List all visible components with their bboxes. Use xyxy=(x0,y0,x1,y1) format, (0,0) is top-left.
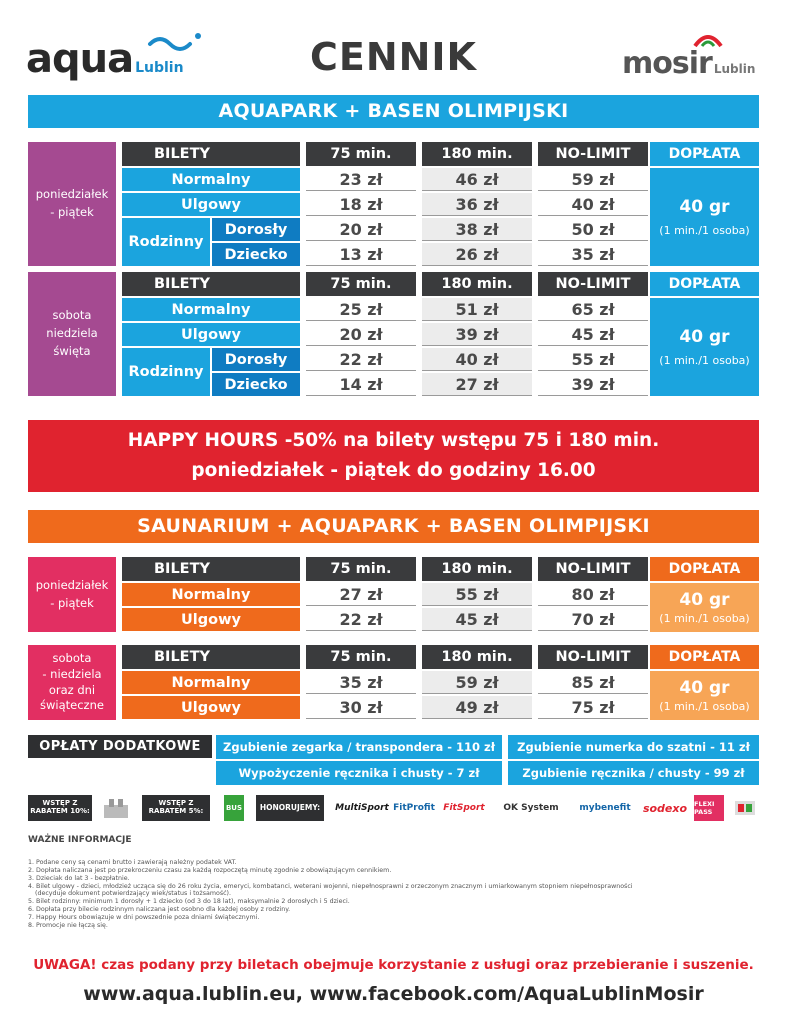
row-label-normal: Normalny xyxy=(122,168,300,191)
happy-hours-banner xyxy=(28,420,759,492)
price-cell: 20 zł xyxy=(306,218,416,241)
happy-hours-line1: HAPPY HOURS -50% na bilety wstępu 75 i 180 min. xyxy=(127,430,660,451)
multisport-card: MultiSport xyxy=(335,803,389,813)
price-cell: 35 zł xyxy=(306,671,416,694)
col-75-header: 75 min. xyxy=(306,557,416,581)
fee-item: Zgubienie zegarka / transpondera - 110 zł xyxy=(216,735,502,759)
discount5-label: WSTĘP Z RABATEM 5%: xyxy=(142,795,210,821)
row-label-reduced: Ulgowy xyxy=(122,193,300,216)
extra-header: DOPŁATA xyxy=(650,557,759,581)
days-label xyxy=(28,272,116,396)
price-cell: 35 zł xyxy=(538,243,648,266)
extra-charge xyxy=(650,298,759,396)
tickets-header: BILETY xyxy=(122,645,300,669)
discount10-label: WSTĘP Z RABATEM 10%: xyxy=(28,795,92,821)
row-label-child: Dziecko xyxy=(212,373,300,396)
mybenefit-card: mybenefit xyxy=(579,803,631,813)
mosir-logo-text: mosir xyxy=(622,46,712,81)
section1-title: AQUAPARK + BASEN OLIMPIJSKI xyxy=(28,95,759,128)
days-line: świąteczne xyxy=(40,698,104,713)
days-label xyxy=(28,645,116,720)
col-nolimit-header: NO-LIMIT xyxy=(538,557,648,581)
info-item: 8. Promocje nie łączą się. xyxy=(28,921,108,929)
price-cell: 70 zł xyxy=(538,608,648,631)
honored-label: HONORUJEMY: xyxy=(256,795,324,821)
page-title: CENNIK xyxy=(309,35,478,79)
price-cell: 46 zł xyxy=(422,168,532,191)
aqua-logo-sub: Lublin xyxy=(135,60,184,76)
col-75-header: 75 min. xyxy=(306,272,416,296)
price-cell: 80 zł xyxy=(538,583,648,606)
days-label xyxy=(28,142,116,266)
mosir-logo-sub: Lublin xyxy=(713,62,756,76)
price-cell: 65 zł xyxy=(538,298,648,321)
extra-price: 40 gr xyxy=(679,678,730,698)
price-cell: 38 zł xyxy=(422,218,532,241)
price-cell: 55 zł xyxy=(422,583,532,606)
price-cell: 22 zł xyxy=(306,608,416,631)
info-item: 1. Podane ceny są cenami brutto i zawierają należny podatek VAT. xyxy=(28,859,237,866)
oksystem-card: OK System xyxy=(503,803,559,813)
price-cell: 23 zł xyxy=(306,168,416,191)
info-title: WAŻNE INFORMACJE xyxy=(28,835,132,845)
aquapark-weekday-table xyxy=(28,142,759,266)
price-cell: 39 zł xyxy=(422,323,532,346)
fee-item: Wypożyczenie ręcznika i chusty - 7 zł xyxy=(216,761,502,785)
fees-title: OPŁATY DODATKOWE xyxy=(28,735,212,758)
price-cell: 51 zł xyxy=(422,298,532,321)
days-line: - piątek xyxy=(50,205,94,219)
col-nolimit-header: NO-LIMIT xyxy=(538,142,648,166)
info-item: 3. Dzieciak do lat 3 - bezpłatnie. xyxy=(28,874,130,882)
info-item: 4. Bilet ulgowy - dzieci, młodzież ucząca się do 26 roku życia, emeryci, kombatanci, weterani wojenni, niepełnosprawni z orzeczonym znacznym i umiarkowanym stopniem niepełnosprawności xyxy=(28,882,633,890)
row-label-family: Rodzinny xyxy=(122,348,210,396)
warning-note: UWAGA! czas podany przy biletach obejmuje korzystanie z usługi oraz przebieranie i suszenie. xyxy=(33,957,754,973)
col-nolimit-header: NO-LIMIT xyxy=(538,272,648,296)
sodexo-card: sodexo xyxy=(642,801,688,815)
days-line: oraz dni xyxy=(48,682,96,697)
extra-price: 40 gr xyxy=(679,197,730,217)
days-label xyxy=(28,557,116,632)
price-cell: 18 zł xyxy=(306,193,416,216)
price-cell: 30 zł xyxy=(306,696,416,719)
fee-item: Zgubienie ręcznika / chusty - 99 zł xyxy=(508,761,759,785)
price-cell: 45 zł xyxy=(538,323,648,346)
col-180-header: 180 min. xyxy=(422,557,532,581)
extra-header: DOPŁATA xyxy=(650,142,759,166)
price-cell: 50 zł xyxy=(538,218,648,241)
additional-fees xyxy=(28,735,759,785)
col-75-header: 75 min. xyxy=(306,645,416,669)
col-180-header: 180 min. xyxy=(422,272,532,296)
price-cell: 27 zł xyxy=(306,583,416,606)
price-cell: 40 zł xyxy=(422,348,532,371)
tickets-header: BILETY xyxy=(122,272,300,296)
price-cell: 45 zł xyxy=(422,608,532,631)
row-label-adult: Dorosły xyxy=(212,218,300,241)
footer-links[interactable]: www.aqua.lublin.eu, www.facebook.com/AquaLublinMosir xyxy=(83,983,704,1005)
extra-header: DOPŁATA xyxy=(650,645,759,669)
city-emblem-icon xyxy=(96,795,136,821)
days-line: poniedziałek xyxy=(35,577,109,592)
extra-price: 40 gr xyxy=(679,327,730,347)
mosir-arc-icon xyxy=(692,32,724,48)
price-cell: 39 zł xyxy=(538,373,648,396)
bus-card: BUS xyxy=(224,795,244,821)
price-cell: 27 zł xyxy=(422,373,532,396)
saunarium-weekday-table xyxy=(28,557,759,632)
info-item: (decyduje dokument potwierdzający wiek/status i tożsamość). xyxy=(35,890,232,898)
extra-charge xyxy=(650,168,759,266)
days-line: - piątek xyxy=(50,595,94,610)
fitsport-card: FitSport xyxy=(443,803,485,813)
row-label-family: Rodzinny xyxy=(122,218,210,266)
row-label-reduced: Ulgowy xyxy=(122,696,300,719)
info-item: 6. Dopłata przy bilecie rodzinnym naliczana jest osobno dla każdej osoby z rodziny. xyxy=(28,906,291,914)
price-cell: 20 zł xyxy=(306,323,416,346)
aquapark-weekend-table xyxy=(28,272,759,396)
row-label-reduced: Ulgowy xyxy=(122,323,300,346)
price-cell: 49 zł xyxy=(422,696,532,719)
card-logo-icon xyxy=(733,795,757,821)
info-list xyxy=(28,859,759,930)
price-cell: 22 zł xyxy=(306,348,416,371)
tickets-header: BILETY xyxy=(122,557,300,581)
section2-title: SAUNARIUM + AQUAPARK + BASEN OLIMPIJSKI xyxy=(28,510,759,543)
mosir-logo xyxy=(622,46,755,81)
row-label-normal: Normalny xyxy=(122,671,300,694)
info-item: 5. Bilet rodzinny: minimum 1 dorosły + 1 dziecko (od 3 do 18 lat), maksymalnie 2 dorosłych i 5 dzieci. xyxy=(28,898,350,906)
price-cell: 14 zł xyxy=(306,373,416,396)
saunarium-weekend-table xyxy=(28,645,759,720)
extra-unit: (1 min./1 osoba) xyxy=(659,224,750,237)
days-line: - niedziela xyxy=(42,666,102,681)
col-180-header: 180 min. xyxy=(422,142,532,166)
col-75-header: 75 min. xyxy=(306,142,416,166)
price-cell: 40 zł xyxy=(538,193,648,216)
row-label-normal: Normalny xyxy=(122,583,300,606)
days-line: niedziela xyxy=(46,326,98,341)
row-label-reduced: Ulgowy xyxy=(122,608,300,631)
extra-price: 40 gr xyxy=(679,590,730,610)
days-line: święta xyxy=(53,343,91,358)
extra-charge xyxy=(650,671,759,720)
extra-unit: (1 min./1 osoba) xyxy=(659,700,750,713)
extra-header: DOPŁATA xyxy=(650,272,759,296)
price-cell: 59 zł xyxy=(538,168,648,191)
row-label-normal: Normalny xyxy=(122,298,300,321)
price-cell: 26 zł xyxy=(422,243,532,266)
info-item: 7. Happy Hours obowiązuje w dni powszednie poza dniami świątecznymi. xyxy=(28,914,260,922)
row-label-adult: Dorosły xyxy=(212,348,300,371)
price-cell: 85 zł xyxy=(538,671,648,694)
days-line: sobota xyxy=(52,651,92,666)
days-line: sobota xyxy=(52,308,92,323)
fitprofit-card: FitProfit xyxy=(393,803,435,813)
fee-item: Zgubienie numerka do szatni - 11 zł xyxy=(508,735,759,759)
price-cell: 36 zł xyxy=(422,193,532,216)
partners-bar xyxy=(28,795,759,821)
price-cell: 55 zł xyxy=(538,348,648,371)
price-cell: 59 zł xyxy=(422,671,532,694)
extra-unit: (1 min./1 osoba) xyxy=(659,612,750,625)
price-cell: 25 zł xyxy=(306,298,416,321)
price-cell: 13 zł xyxy=(306,243,416,266)
aqua-logo-text: aqua xyxy=(26,36,134,82)
header xyxy=(0,0,787,92)
important-info xyxy=(28,835,759,930)
happy-hours-line2: poniedziałek - piątek do godziny 16.00 xyxy=(191,460,596,481)
tickets-header: BILETY xyxy=(122,142,300,166)
row-label-child: Dziecko xyxy=(212,243,300,266)
extra-unit: (1 min./1 osoba) xyxy=(659,354,750,367)
flexipass-card: FLEXI PASS xyxy=(694,795,724,821)
info-item: 2. Dopłata naliczana jest po przekroczeniu czasu za każdą rozpoczętą minutę zgodnie z obowiązującym cennikiem. xyxy=(28,866,392,874)
col-nolimit-header: NO-LIMIT xyxy=(538,645,648,669)
price-cell: 75 zł xyxy=(538,696,648,719)
extra-charge xyxy=(650,583,759,632)
days-line: poniedziałek xyxy=(35,187,109,202)
col-180-header: 180 min. xyxy=(422,645,532,669)
